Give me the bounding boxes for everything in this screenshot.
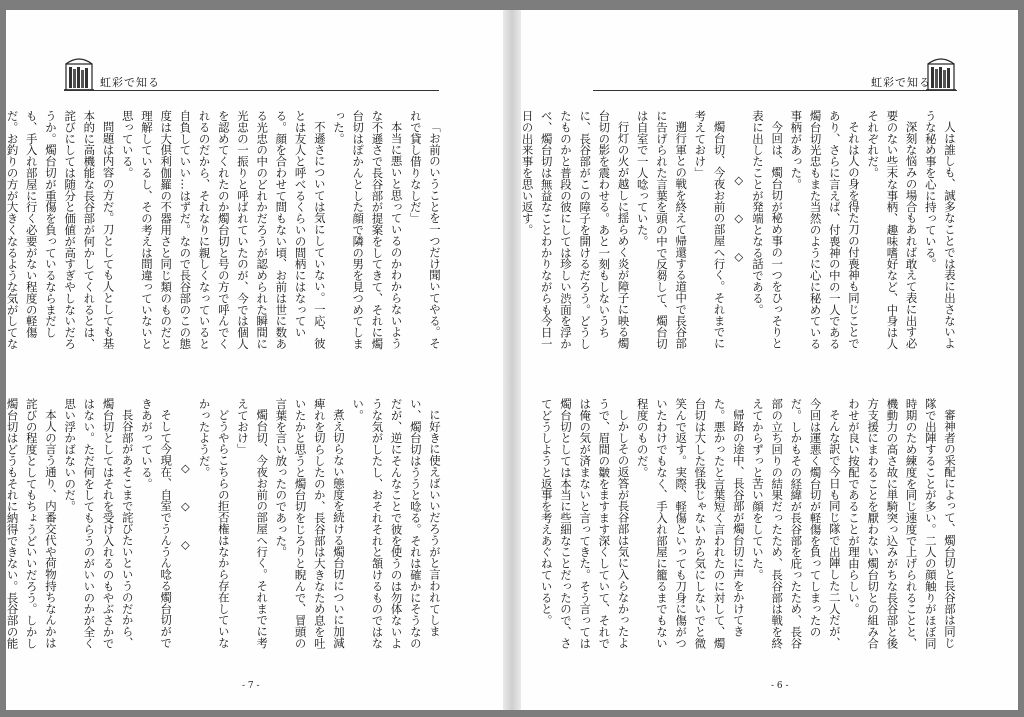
header-rule: [593, 90, 957, 91]
right-page: [521, 10, 1018, 710]
bookshelf-icon: [64, 56, 94, 92]
paragraph: 「お前のいうことを一つだけ聞いてやる。それで貸し借りなしだ」: [408, 110, 442, 350]
paragraph: に好きに使えばいいだろうがと言われてしまい、燭台切はううと唸る。それは確かにそうなのだが、逆にそんなことで彼を使うのは勿体ないような気がしたし、おそれそれと頷けるものではない。: [351, 398, 442, 649]
paragraph: 深刻な悩みの場合もあれば敢えて表に出す必要のない些末な事柄、趣味嗜好など、中身は人それぞれだ。: [866, 110, 919, 350]
paragraph: 審神者の采配によって、燭台切と長谷部は同じ隊で出陣することが多い。二人の顔触りがほぼ同時期のため練度を同じ速度で上げられることと、機動力の高さ故に単騎突っ込みがちな長谷部と後方支援にまわることを厭わない燭台切との組み合わせが良い按配であることが理由らしい。: [846, 398, 957, 649]
page-number: - 6 -: [771, 681, 789, 691]
running-title: 虹彩で知る: [100, 76, 160, 89]
paragraph: 帰路の途中、長谷部が燭台切に声をかけてきた。悪かったと言葉短く言われたのに対して、燭台切は大した怪我じゃないから気にしないでと微笑んで返す。実際、軽傷といっても刀身に傷がついたわけでもなく、手入れ部屋に籠るまでもない程度のものだ。: [635, 398, 746, 649]
paragraph: 人は誰しも、誠多なことでは表に出さないような秘め事を心に持っている。: [923, 110, 957, 350]
paragraph: どうやらこちらの拒否権はなから存在していなかったようだ。: [197, 398, 231, 649]
running-title: 虹彩で知る: [871, 76, 931, 89]
paragraph: 燭台切、今夜お前の部屋へ行く。それまでに考えておけ」: [693, 110, 727, 350]
paragraph: 遡行軍との戦を終えて帰還する道中で長谷部に告げられた言葉を頭の中で反芻して、燭台切は自室で一人唸っていた。: [635, 110, 689, 350]
left-page: [6, 10, 503, 710]
paragraph: 不遜さについては気にしていない。一応、彼とは友人と呼べるくらいの間柄にはなっている。顔を合わせて間もない頃、お前は世に数ある光忠の中のどれかだろうが認められた瞬間に光忠の一振りと呼ばれていたのが、今では個人を認めてくれたのか燭台切と号の方で呼んでくれるのだから、それなりに親しくなっていると自負していい…はずだ。なので長谷部のこの態度は大倶利伽羅の不器用さと同じ類のものだと理解しているし、その考えは間違っていないと思っている。: [120, 110, 327, 350]
paragraph: しかしその返答が長谷部は気に入らなかったようで、眉間の皺をますます深くしていて、それでは俺の気が済まないと言ってきた。そう言っては燭台切としては本当に些細なことだったので、さてどうしようと返事を考えあぐねていると。: [539, 398, 631, 649]
paragraph: 煮え切らない態度を続ける燭台切についに加減痺れを切らしたのか、長谷部は大きなため息を吐いたかと思うと燭台切をじろりと睨んで、冒頭の言葉を言い放ったのであった。: [274, 398, 346, 649]
right-lower-text: [539, 398, 959, 660]
scene-break: ◇ ◇ ◇: [178, 460, 193, 562]
page-number: - 7 -: [242, 681, 260, 691]
paragraph: そして今現在、自室でうんうん唸る燭台切ができあがっている。: [139, 398, 174, 649]
paragraph: それは人の身を得た刀の付喪神も同じことであり、さらに言えば、付喪神の中の一人である燭台切光忠もまた当然のように心に秘めている事柄があった。: [789, 110, 861, 350]
paragraph: 今回は、燭台切が秘め事の一つをひっそりと表に出したことが発端となる話である。: [750, 110, 785, 350]
left-lower-text: [5, 398, 444, 660]
header-rule: [64, 90, 439, 91]
paragraph: そんな訳で今日も同じ隊で出陣した二人だが、今回は運悪く燭台切が軽傷を負ってしまったのだ。しかもその経緯が長谷部を庇ったため、長谷部の立ち回りの結果だったため、長谷部は戦を終えてからずっと苦い顔をしていた。: [750, 398, 842, 649]
paragraph: 問題は内容の方だ。刀としても人としても基本的に高機能な長谷部が何かしてくれるとは、詫びにしては随分と価値が高すぎやしないだろうか。燭台切が重傷を負っているならまだしも、手入れ部屋に行く必要がない程度の軽傷だ。お釣りの方が大きくなるような気がしてな: [5, 110, 116, 350]
paragraph: 本人の言う通り、内番交代や荷物持ちなんかは詫びの程度としてもちょうどいいだろう。しかし燭台切はどうもそれに納得できない。長谷部の能: [5, 398, 58, 649]
paragraph: 行灯の火が越しに揺らめく炎が障子に映る燭台切の影を震わせる。あと一刻もしないうちに、長谷部がこの障子を開けるだろう。どうしたものかと普段の彼にしては珍しい渋面を浮かべ、燭台切は無益なことわかりながらも今日一日の出来事を思い返す。: [520, 110, 631, 350]
right-upper-text: [520, 110, 959, 350]
scene-break: ◇ ◇ ◇: [731, 172, 746, 274]
paragraph: 長谷部があそこまで詫びたいというのだから、燭台切としてはそれを受け入れるのもやぶさかではない。ただ何をしてもらうのがいいのかが全く思い浮かばないのだ。: [63, 398, 135, 649]
paragraph: 燭台切、今夜お前の部屋へ行く。それまでに考えておけ」: [235, 398, 270, 649]
paragraph: 本当に悪いと思っているのかわからないような不遜さで長谷部が提案をしてきて、それに燭台切はぽかんとした顔で隣の男を見つめてしまった。: [331, 110, 404, 350]
left-upper-text: [5, 110, 444, 350]
